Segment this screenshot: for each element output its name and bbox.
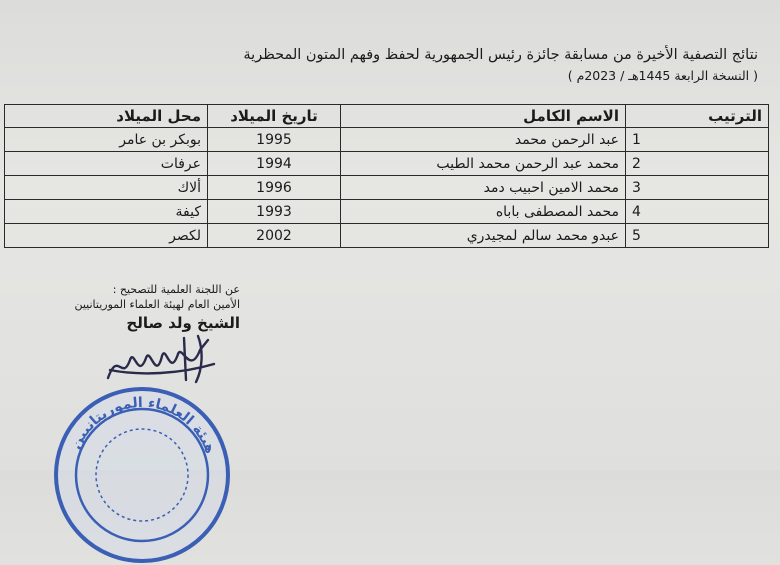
table-row xyxy=(5,176,769,200)
rank-header: الترتيب xyxy=(626,105,769,128)
committee-label: عن اللجنة العلمية للتصحيح : xyxy=(112,283,240,296)
document-title: نتائج التصفية الأخيرة من مسابقة جائزة رئيس الجمهورية لحفظ وفهم المتون المحظرية xyxy=(243,47,758,63)
birth-place-header: محل الميلاد xyxy=(5,105,208,128)
results-table xyxy=(4,104,769,248)
birth-date-header: تاريخ الميلاد xyxy=(208,105,341,128)
name-cell: محمد الامين احبيب دمد xyxy=(341,176,626,200)
birth-place-cell: بوبكر بن عامر xyxy=(5,128,208,152)
document-header xyxy=(158,44,758,86)
rank-cell: 4 xyxy=(626,200,769,224)
signatory-name: الشيخ ولد صالح xyxy=(126,314,240,332)
birth-date-cell: 1996 xyxy=(208,176,341,200)
signature-block xyxy=(40,282,240,334)
handwritten-signature xyxy=(100,330,220,390)
table-row xyxy=(5,224,769,248)
seal-text: هيئة العلماء الموريتانيين xyxy=(67,394,219,456)
table-row xyxy=(5,128,769,152)
birth-place-cell: عرفات xyxy=(5,152,208,176)
edition-label: ( النسخة الرابعة 1445هـ / 2023م ) xyxy=(567,68,758,83)
birth-date-cell: 1995 xyxy=(208,128,341,152)
birth-date-cell: 1993 xyxy=(208,200,341,224)
rank-cell: 3 xyxy=(626,176,769,200)
birth-date-cell: 1994 xyxy=(208,152,341,176)
name-cell: عبدو محمد سالم لمجيدري xyxy=(341,224,626,248)
rank-cell: 5 xyxy=(626,224,769,248)
table-row xyxy=(5,200,769,224)
table-header-row xyxy=(5,105,769,128)
name-cell: عبد الرحمن محمد xyxy=(341,128,626,152)
name-cell: محمد المصطفى باباه xyxy=(341,200,626,224)
birth-place-cell: كيفة xyxy=(5,200,208,224)
birth-date-cell: 2002 xyxy=(208,224,341,248)
secretary-title: الأمين العام لهيئة العلماء الموريتانيين xyxy=(74,298,240,311)
official-seal xyxy=(52,385,232,565)
birth-place-cell: ألاك xyxy=(5,176,208,200)
name-cell: محمد عبد الرحمن محمد الطيب xyxy=(341,152,626,176)
table-row xyxy=(5,152,769,176)
name-header: الاسم الكامل xyxy=(341,105,626,128)
birth-place-cell: لكصر xyxy=(5,224,208,248)
rank-cell: 1 xyxy=(626,128,769,152)
rank-cell: 2 xyxy=(626,152,769,176)
